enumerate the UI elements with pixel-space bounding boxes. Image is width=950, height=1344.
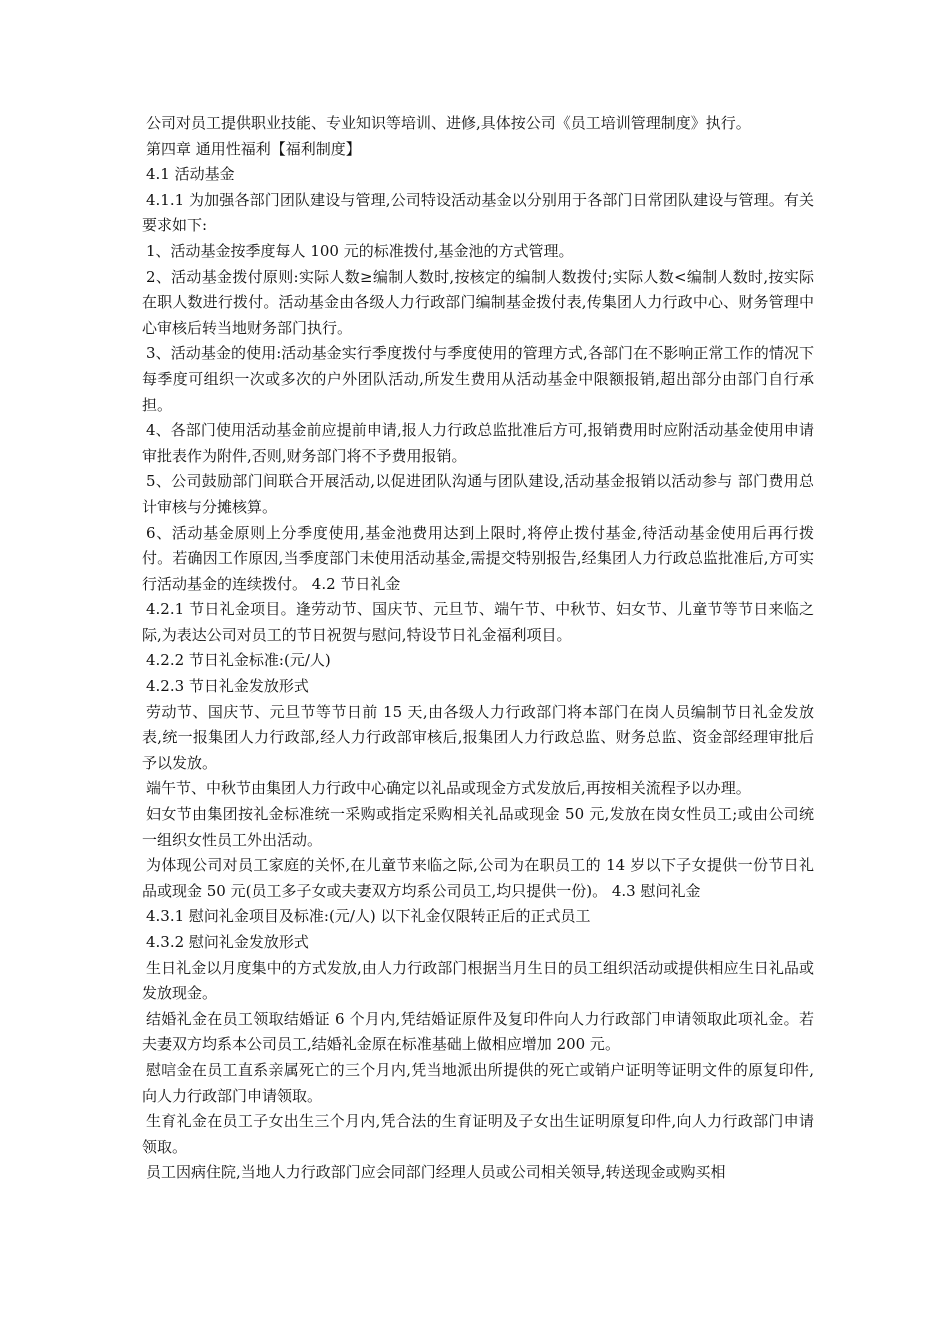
- paragraph-hospital: 员工因病住院,当地人力行政部门应会同部门经理人员或公司相关领导,转送现金或购买相: [146, 1163, 726, 1182]
- list-item-fund-1: 1、活动基金按季度每人 100 元的标准拨付,基金池的方式管理。: [146, 241, 574, 260]
- paragraph-birthday: 生日礼金以月度集中的方式发放,由人力行政部门根据当月生日的员工组织活动或提供相应生日礼品或发放现金。: [142, 958, 814, 1003]
- list-item-fund-3: 3、活动基金的使用:活动基金实行季度拨付与季度使用的管理方式,各部门在不影响正常工作的情况下每季度可组织一次或多次的户外团队活动,所发生费用从活动基金中限额报销,超出部分由部门自行承担。: [142, 344, 814, 414]
- paragraph-labor-day: 劳动节、国庆节、元旦节等节日前 15 天,由各级人力行政部门将本部门在岗人员编制节日礼金发放表,统一报集团人力行政部,经人力行政部审核后,报集团人力行政总监、财务总监、资金部经理审批后予以发放。: [142, 702, 814, 772]
- paragraph-dragon-boat: 端午节、中秋节由集团人力行政中心确定以礼品或现金方式发放后,再按相关流程予以办理。: [146, 779, 751, 798]
- paragraph-4-2-3: 4.2.3 节日礼金发放形式: [146, 677, 309, 696]
- paragraph-childrens-day: 为体现公司对员工家庭的关怀,在儿童节来临之际,公司为在职员工的 14 岁以下子女提供一份节日礼品或现金 50 元(员工多子女或夫妻双方均系公司员工,均只提供一份)。 4.3 慰问礼金: [142, 856, 814, 900]
- list-item-fund-6: 6、活动基金原则上分季度使用,基金池费用达到上限时,将停止拨付基金,待活动基金使用后再行拨付。若确因工作原因,当季度部门未使用活动基金,需提交特别报告,经集团人力行政总监批准后,方可实行活动基金的连续拨付。 4.2 节日礼金: [142, 523, 814, 593]
- paragraph-4-3-2: 4.3.2 慰问礼金发放形式: [146, 933, 309, 951]
- section-heading-activity-fund: 4.1 活动基金: [146, 165, 235, 184]
- paragraph-womens-day: 妇女节由集团按礼金标准统一采购或指定采购相关礼品或现金 50 元,发放在岗女性员工;或由公司统一组织女性员工外出活动。: [142, 805, 814, 849]
- document-page: [142, 111, 814, 1186]
- paragraph-4-2-1: 4.2.1 节日礼金项目。逢劳动节、国庆节、元旦节、端午节、中秋节、妇女节、儿童节等节日来临之际,为表达公司对员工的节日祝贺与慰问,特设节日礼金福利项目。: [142, 600, 814, 644]
- list-item-fund-5: 5、公司鼓励部门间联合开展活动,以促进团队沟通与团队建设,活动基金报销以活动参与 部门费用总计审核与分摊核算。: [142, 472, 814, 516]
- paragraph-condolence: 慰唁金在员工直系亲属死亡的三个月内,凭当地派出所提供的死亡或销户证明等证明文件的原复印件,向人力行政部门申请领取。: [142, 1060, 814, 1105]
- chapter-heading-welfare: 第四章 通用性福利【福利制度】: [146, 139, 361, 158]
- paragraph-childbirth: 生育礼金在员工子女出生三个月内,凭合法的生育证明及子女出生证明原复印件,向人力行政部门申请领取。: [142, 1112, 814, 1156]
- paragraph-4-3-1: 4.3.1 慰问礼金项目及标准:(元/人) 以下礼金仅限转正后的正式员工: [146, 907, 591, 926]
- paragraph-4-2-2: 4.2.2 节日礼金标准:(元/人): [146, 651, 331, 670]
- paragraph-training: 公司对员工提供职业技能、专业知识等培训、进修,具体按公司《员工培训管理制度》执行。: [146, 114, 751, 132]
- list-item-fund-2: 2、活动基金拨付原则:实际人数≥编制人数时,按核定的编制人数拨付;实际人数<编制人数时,按实际在职人数进行拨付。活动基金由各级人力行政部门编制基金拨付表,传集团人力行政中心、财务管理中心审核后转当地财务部门执行。: [142, 267, 814, 337]
- paragraph-4-1-1: 4.1.1 为加强各部门团队建设与管理,公司特设活动基金以分别用于各部门日常团队建设与管理。有关要求如下:: [142, 190, 814, 235]
- list-item-fund-4: 4、各部门使用活动基金前应提前申请,报人力行政总监批准后方可,报销费用时应附活动基金使用申请审批表作为附件,否则,财务部门将不予费用报销。: [142, 421, 814, 465]
- paragraph-wedding: 结婚礼金在员工领取结婚证 6 个月内,凭结婚证原件及复印件向人力行政部门申请领取此项礼金。若夫妻双方均系本公司员工,结婚礼金原在标准基础上做相应增加 200 元。: [142, 1009, 814, 1054]
